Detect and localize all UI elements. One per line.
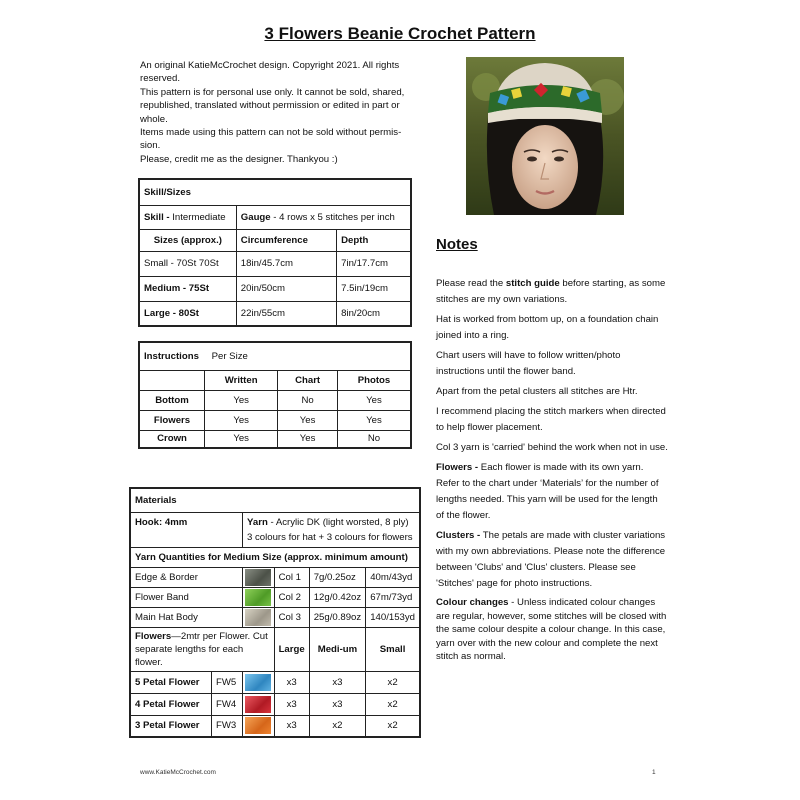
cell: x3 xyxy=(309,671,365,693)
size-cell: Medium - 75St xyxy=(139,276,236,301)
page-number: 1 xyxy=(652,769,656,776)
yarn-length: 40m/43yd xyxy=(366,567,420,587)
cell: No xyxy=(337,430,411,448)
yarn-value: - Acrylic DK (light worsted, 8 ply) xyxy=(270,516,409,528)
materials-heading: Materials xyxy=(130,488,420,512)
col-header: Medi-um xyxy=(309,627,365,671)
size-cell: Small - 70St 70St xyxy=(139,251,236,276)
flower-code: FW4 xyxy=(212,693,243,715)
note-paragraph: I recommend placing the stitch markers when directed to help flower placement. xyxy=(436,406,666,433)
instructions-heading-cell xyxy=(139,342,411,370)
yarn-name: Main Hat Body xyxy=(130,607,243,627)
flower-swatch-red xyxy=(245,696,271,713)
yarn-weight: 7g/0.25oz xyxy=(309,567,365,587)
size-cell: 20in/50cm xyxy=(236,276,336,301)
flower-name: 3 Petal Flower xyxy=(130,715,212,737)
note-text: The petals are made with cluster variations with my own abbreviations. Please note the difference between 'Clubs' and 'Clus' clusters. Please see 'Stitches' page for photo instructions. xyxy=(436,530,666,589)
intro-line: An original KatieMcCrochet design. Copyright 2021. All rights reserved. xyxy=(140,60,400,85)
cell: Yes xyxy=(337,390,411,410)
yarn-length: 140/153yd xyxy=(366,607,420,627)
notes-heading: Notes xyxy=(436,236,478,253)
cell: x3 xyxy=(274,671,309,693)
skill-value: Intermediate xyxy=(172,211,226,223)
cell: Yes xyxy=(205,410,278,430)
col-header: Small xyxy=(366,627,420,671)
table-row xyxy=(130,693,420,715)
cell: Yes xyxy=(205,390,278,410)
flowers-note: —2mtr per Flower. Cut separate lengths for each flower. xyxy=(135,630,268,668)
copyright-intro xyxy=(140,59,415,166)
flower-code: FW3 xyxy=(212,715,243,737)
size-cell: 7in/17.7cm xyxy=(337,251,411,276)
flower-name: 4 Petal Flower xyxy=(130,693,212,715)
flowers-note-cell xyxy=(130,627,274,671)
yarn-col: Col 2 xyxy=(274,587,309,607)
note-bold: stitch guide xyxy=(505,278,560,289)
size-cell: Large - 80St xyxy=(139,301,236,326)
row-label: Bottom xyxy=(139,390,205,410)
col-header: Depth xyxy=(337,229,411,251)
note-paragraph: Hat is worked from bottom up, on a foundation chain joined into a ring. xyxy=(436,314,659,341)
note-text: - Unless indicated colour changes are regular, however, some stitches will be closed with the same colour despite a colour change. In this case, yarn over with the new colour and complete the next stitch as normal. xyxy=(436,597,667,663)
note-paragraph xyxy=(436,460,668,524)
table-row xyxy=(139,410,411,430)
quantities-heading: Yarn Quantities for Medium Size (approx. minimum amount) xyxy=(130,547,420,567)
row-label: Crown xyxy=(139,430,205,448)
page-title: 3 Flowers Beanie Crochet Pattern xyxy=(264,24,536,43)
hook-cell xyxy=(130,512,243,547)
yarn-swatch-beige xyxy=(245,609,271,626)
beanie-photo-illustration xyxy=(466,57,624,215)
cell: x2 xyxy=(366,693,420,715)
cell: x2 xyxy=(366,715,420,737)
hook-label: Hook: xyxy=(135,516,163,528)
cell: Yes xyxy=(278,410,338,430)
footer-website: www.KatieMcCrochet.com xyxy=(140,769,216,776)
instructions-table xyxy=(138,341,412,449)
yarn-col: Col 1 xyxy=(274,567,309,587)
cell: x2 xyxy=(366,671,420,693)
cell: x2 xyxy=(309,715,365,737)
table-row xyxy=(130,607,420,627)
skill-sizes-table xyxy=(138,178,412,327)
notes-body xyxy=(436,276,668,668)
note-text: before starting, as some stitches are my own variations. xyxy=(436,278,666,305)
yarn-weight: 25g/0.89oz xyxy=(309,607,365,627)
instructions-heading: Instructions xyxy=(144,350,199,362)
flower-swatch-blue xyxy=(245,674,271,691)
table-row xyxy=(139,430,411,448)
yarn-cell xyxy=(243,512,421,547)
yarn-swatch-green xyxy=(245,589,271,606)
flower-swatch-orange xyxy=(245,717,271,734)
size-cell: 7.5in/19cm xyxy=(337,276,411,301)
yarn-swatch xyxy=(243,567,275,587)
flower-swatch xyxy=(243,693,275,715)
table-row xyxy=(130,587,420,607)
size-cell: 22in/55cm xyxy=(236,301,336,326)
table-row xyxy=(130,671,420,693)
note-paragraph: Apart from the petal clusters all stitches are Htr. xyxy=(436,386,638,397)
intro-line: Please, credit me as the designer. Thankyou :) xyxy=(140,153,338,165)
flowers-note-label: Flowers xyxy=(135,630,172,642)
col-header: Photos xyxy=(337,370,411,390)
gauge-label: Gauge xyxy=(240,211,271,223)
skill-label: Skill - xyxy=(144,211,170,223)
intro-line: This pattern is for personal use only. It cannot be sold, shared, republished, translated without permission or edited in part or whole. xyxy=(140,86,405,125)
size-cell: 18in/45.7cm xyxy=(236,251,336,276)
cell: x3 xyxy=(309,693,365,715)
gauge-value: - 4 rows x 5 stitches per inch xyxy=(273,211,395,223)
flower-code: FW5 xyxy=(212,671,243,693)
skill-sizes-heading: Skill/Sizes xyxy=(139,179,411,205)
table-row xyxy=(139,276,411,301)
note-bold: Clusters - xyxy=(436,530,481,541)
yarn-label: Yarn xyxy=(247,516,268,528)
instructions-subheading: Per Size xyxy=(211,350,248,362)
empty-cell xyxy=(139,370,205,390)
note-paragraph xyxy=(436,528,668,592)
hook-value: 4mm xyxy=(164,516,188,528)
note-bold: Colour changes xyxy=(436,597,509,608)
flower-swatch xyxy=(243,715,275,737)
col-header: Sizes (approx.) xyxy=(139,229,236,251)
col-header: Chart xyxy=(278,370,338,390)
yarn-value-2: 3 colours for hat + 3 colours for flowers xyxy=(247,531,413,543)
note-text: Please read the xyxy=(436,278,506,289)
cell: Yes xyxy=(278,430,338,448)
table-row xyxy=(139,390,411,410)
table-row xyxy=(130,567,420,587)
note-paragraph xyxy=(436,596,668,664)
yarn-swatch-grey xyxy=(245,569,271,586)
row-label: Flowers xyxy=(139,410,205,430)
yarn-col: Col 3 xyxy=(274,607,309,627)
beanie-photo xyxy=(466,57,624,215)
yarn-name: Edge & Border xyxy=(130,567,243,587)
col-header: Circumference xyxy=(236,229,336,251)
cell: x3 xyxy=(274,693,309,715)
materials-table xyxy=(129,487,421,738)
flower-swatch xyxy=(243,671,275,693)
flower-name: 5 Petal Flower xyxy=(130,671,212,693)
note-paragraph: Chart users will have to follow written/photo instructions until the flower band. xyxy=(436,350,621,377)
table-row xyxy=(130,715,420,737)
col-header: Large xyxy=(274,627,309,671)
yarn-swatch xyxy=(243,587,275,607)
cell: Yes xyxy=(337,410,411,430)
cell: No xyxy=(278,390,338,410)
col-header: Written xyxy=(205,370,278,390)
gauge-cell xyxy=(236,205,411,229)
yarn-length: 67m/73yd xyxy=(366,587,420,607)
yarn-name: Flower Band xyxy=(130,587,243,607)
size-cell: 8in/20cm xyxy=(337,301,411,326)
cell: Yes xyxy=(205,430,278,448)
table-row xyxy=(139,251,411,276)
intro-line: Items made using this pattern can not be sold without permis-sion. xyxy=(140,127,402,152)
cell: x3 xyxy=(274,715,309,737)
note-paragraph xyxy=(436,276,668,308)
skill-cell xyxy=(139,205,236,229)
note-bold: Flowers - xyxy=(436,462,479,473)
table-row xyxy=(139,301,411,326)
note-text: Each flower is made with its own yarn. Refer to the chart under ‘Materials’ for the number of lengths needed. This yarn will be used for the length of the flower. xyxy=(436,462,659,521)
note-paragraph: Col 3 yarn is 'carried' behind the work when not in use. xyxy=(436,442,668,453)
yarn-swatch xyxy=(243,607,275,627)
yarn-weight: 12g/0.42oz xyxy=(309,587,365,607)
